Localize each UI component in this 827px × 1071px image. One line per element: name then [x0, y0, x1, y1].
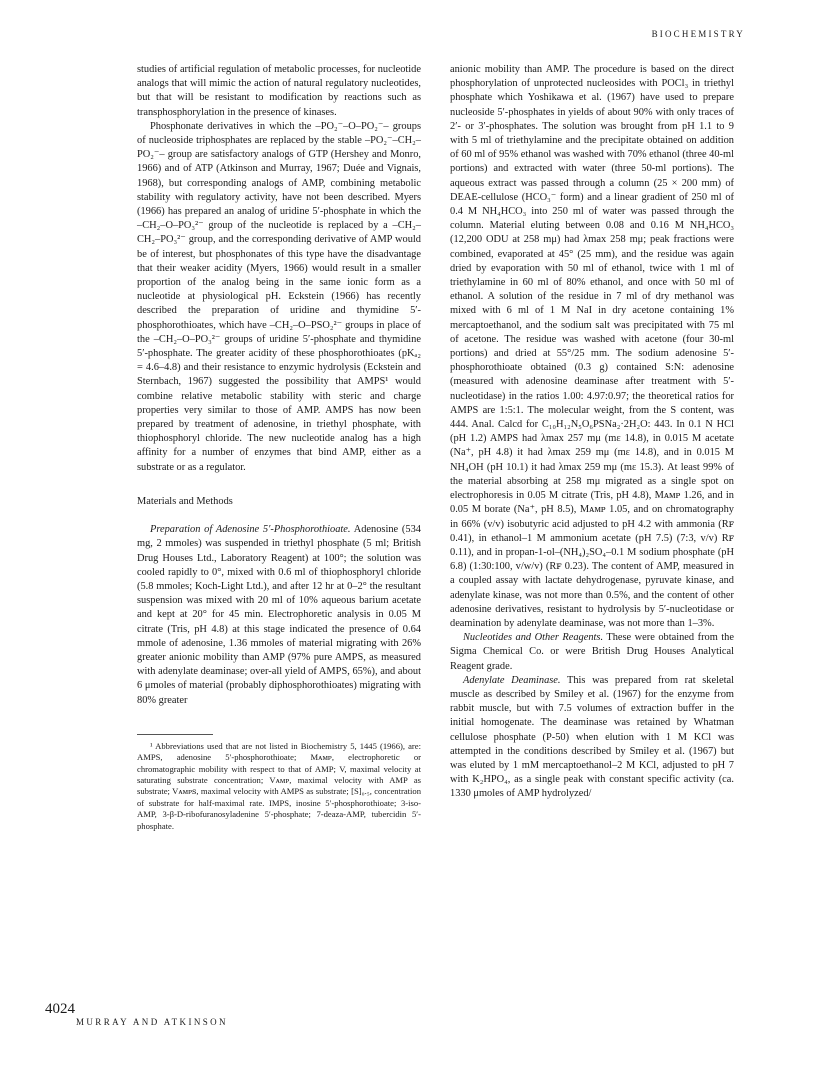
paragraph: Phosphonate derivatives in which the –PO₂⁻–O–PO₂⁻– groups of nucleoside triphosphates are replaced by the stable –PO₂⁻–CH₂–PO₂⁻– group are satisfactory analogs of GTP (Hershey and Monro, 1966) and of ATP (Atkinson and Murray, 1967; Duée and Vignais, 1968), but corresponding analogs of AMP, combining metabolic stability with regulatory activity, have not been described. Myers (1966) has prepared an analog of uridine 5′-phosphate in which the –CH₂–O–PO₃²⁻ group of the nucleotide is replaced by a –CH₂–CH₂–PO₃²⁻ group, and the corresponding derivative of AMP would be of interest, but phosphonates of this type have the disadvantage that their weaker acidity (Myers, 1966) would result in a smaller proportion of the analog being in the same ionic form as a nucleotide at physiological pH. Eckstein (1966) has recently described the preparation of uridine and thymidine 5′-phosphorothioates, which have –CH₂–O–PSO₂²⁻ groups in place of the –CH₂–O–PO₃²⁻ groups of uridine 5′-phosphate and thymidine 5′-phosphate. The greater acidity of these phosphorothioates (pKₐ₂ = 4.6–4.8) and their resistance to enzymic hydrolysis (Eckstein and Sternbach, 1967) suggested the possibility that AMPS¹ would combine relative metabolic stability with steric and charge properties very similar to those of AMP. AMPS has now been prepared by treatment of adenosine, in triethyl phosphate, with thiophosphoryl chloride. The new nucleotide analog has a high affinity for a number of enzymes that bind AMP, either as a substrate or as a regulator.	[137, 120, 421, 473]
left-column	[137, 63, 421, 832]
footnotes	[137, 741, 421, 832]
running-foot: MURRAY AND ATKINSON	[76, 1017, 228, 1027]
run-in-heading: Adenylate Deaminase.	[463, 674, 561, 686]
run-in-heading: Nucleotides and Other Reagents.	[463, 632, 604, 644]
footnote: ¹ Abbreviations used that are not listed in Biochemistry 5, 1445 (1966), are: AMPS, adenosine 5′-phosphorothioate; Mᴀᴍᴘ, electrophoretic or chromatographic mobility with respect to that of AMP; V, maximal velocity at saturating substrate concentration; Vᴀᴍᴘ, maximal velocity with AMP as substrate; Vᴀᴍᴘꜱ, maximal velocity with AMPS as substrate; [S]₀.₅, concentration of substrate for half-maximal rate. IMPS, inosine 5′-phosphorothioate; 3-iso-AMP, 3-β-D-ribofuranosyladenine 5′-phosphate; 7-deaza-AMP, tubercidin 5′-phosphate.	[137, 740, 421, 831]
running-head: BIOCHEMISTRY	[651, 29, 745, 39]
paragraph	[450, 674, 734, 802]
paragraph	[137, 523, 421, 708]
section-heading: Materials and Methods	[137, 495, 233, 507]
page-number: 4024	[45, 1001, 75, 1017]
paragraph-text: Adenosine (534 mg, 2 mmoles) was suspended in triethyl phosphate (5 ml; British Drug Houses Ltd., Laboratory Reagent) at 100°; the solution was cooled rapidly to 0°, mixed with 0.6 ml of thiophosphoryl chloride (5.8 mmoles; Koch-Light Ltd.), and after 12 hr at 0–2° the resultant suspension was mixed with 20 ml of 10% aqueous barium acetate and kept at 20° for 45 min. Electrophoretic analysis in 0.05 M citrate (Tris, pH 4.8) at this stage indicated the presence of 0.64 mmole of adenosine, 1.36 mmoles of material migrating with 26% greater anionic mobility than AMP (97% pure AMPS, as measured with adenylate deaminase; over-all yield of AMPS, 65%), and about 6 μmoles of material (probably diphosphorothioates) migrating with 80% greater	[137, 524, 421, 706]
paragraph-text: These were obtained from the Sigma Chemical Co. or were British Drug Houses Analytical Reagent grade.	[450, 632, 734, 672]
footnote-divider	[137, 734, 213, 735]
paragraph-text: This was prepared from rat skeletal muscle as described by Smiley et al. (1967) for the enzyme from rabbit muscle, but with 7.5 volumes of extraction buffer in the initial homogenate. The deaminase was retained by Whatman cellulose phosphate (P-50) when elution with 1 M KCl was attempted in the conditions described by Smiley et al. (1967) but was eluted by 1 mM mercaptoethanol–2 M KCl, adjusted to pH 7 with K₂HPO₄, as a single peak with constant specific activity (ca. 1330 μmoles of AMP hydrolyzed/	[450, 674, 734, 800]
paragraph: anionic mobility than AMP. The procedure is based on the direct phosphorylation of unprotected nucleosides with POCl₃ in triethyl phosphate which Yoshikawa et al. (1967) have used to prepare nucleoside 5′-phosphates in yields of about 90% with only traces of 2′- or 3′-phosphates. The solution was brought from pH 1.1 to 9 with 5 ml of triethylamine and the precipitate obtained on addition of 60 ml of 95% ethanol was washed with 70% ethanol (three 40-ml portions) and extracted with water (three 50-ml portions). The aqueous extract was passed through a column (25 × 200 mm) of DEAE-cellulose (HCO₃⁻ form) and a linear gradient of 250 ml of 0.4 M NH₄HCO₃ into 250 ml of water was passed through the column. Material eluting between 0.08 and 0.16 M NH₄HCO₃ (12,200 ODU at 258 mμ) had λmax 258 mμ; peak fractions were combined, evaporated at 45° (25 mm), and the residue was again dried by evaporation with 50 ml of ethanol, twice with 1 ml of triethylamine in 60 ml of 80% ethanol, and once with 50 ml of ethanol. A solution of the residue in 7 ml of dry methanol was mixed with 6 ml of 1 M NaI in dry acetone containing 1% mercaptoethanol, and the sodium salt was precipitated with 75 ml of acetone. The residue was washed with acetone (four 30-ml portions) and dried at 55°/25 mm. The sodium adenosine 5′-phosphorothioate obtained (0.3 g) contained S:N: adenosine (measured with adenosine deaminase after treatment with 5′-nucleotidase) in the ratios 1.00: 4.97:0.97; the theoretical ratios for AMPS are 1:5:1. The molecular weight, from the S content, was 444. Anal. Calcd for C₁₀H₁₂N₅O₆PSNa₂·2H₂O: 443. In 0.1 N HCl (pH 1.2) AMPS had λmax 257 mμ (mε 14.8), in 0.015 M acetate (Na⁺, pH 4.8) it had λmax 259 mμ (mε 14.8), and in 0.015 M NH₄OH (pH 10.1) it had λmax 259 mμ (mε 15.3). At least 99% of the material absorbing at 258 mμ migrated as a single spot on electrophoresis in 0.05 M citrate (Tris, pH 4.8), Mᴀᴍᴘ 1.26, and in 0.05 M borate (Na⁺, pH 8.5), Mᴀᴍᴘ 1.05, and on chromatography in 66% (v/v) isobutyric acid adjusted to pH 4.2 with ammonia (Rꜰ 0.41), in ethanol–1 M ammonium acetate (pH 7.5) (7:3, v/v) Rꜰ 0.11), and in propan-1-ol–(NH₄)₂SO₄–0.1 M sodium phosphate (pH 6.8) (1:30:100, v/w/v) (Rꜰ 0.23). The content of AMP, measured in a coupled assay with lactate dehydrogenase, pyruvate kinase, and adenylate kinase, was not more than 0.5%, and the content of other adenosine derivatives, resistant to hydrolysis by 5′-nucleotidase or deamination by adenylate deaminase, was not more than 1–3%.	[450, 64, 734, 629]
paragraph	[450, 631, 734, 674]
run-in-heading: Preparation of Adenosine 5′-Phosphorothioate.	[150, 524, 351, 536]
paragraph: studies of artificial regulation of metabolic processes, for nucleotide analogs that will mimic the action of natural regulatory nucleotides, but that will be resistant to modification by reactions such as transphosphorylation in the presence of kinases.	[137, 64, 421, 118]
right-column	[450, 63, 734, 802]
